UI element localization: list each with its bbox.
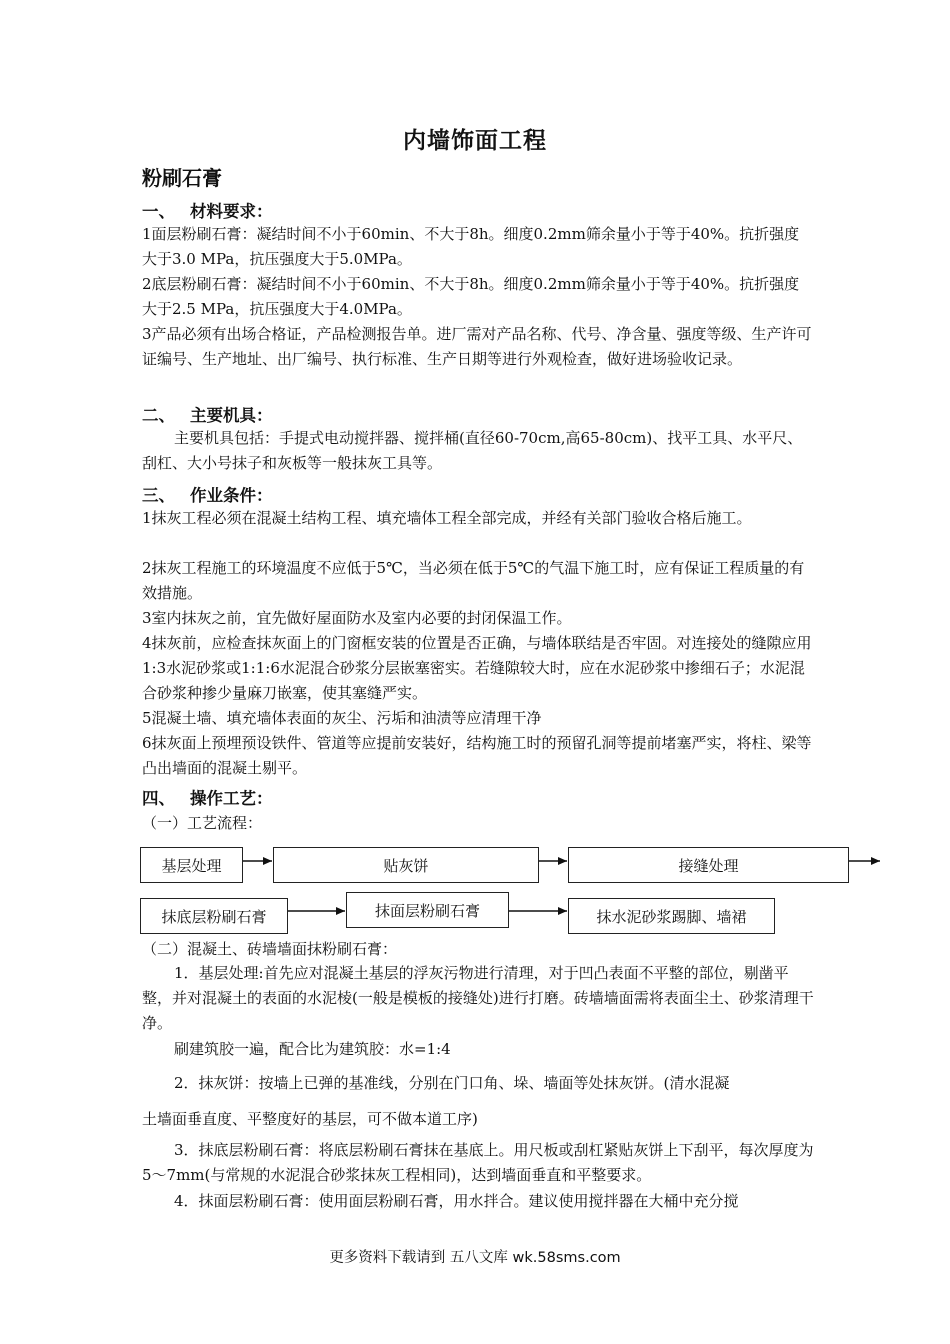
process-step-1: 1．基层处理:首先应对混凝土基层的浮灰污物进行清理，对于凹凸表面不平整的部位，剔凿平整，并对混凝土的表面的水泥棱(一般是模板的接缝处)进行打磨。砖墙墙面需将表面尘土、砂浆清理干净。 <box>142 964 814 1032</box>
process-step-2-line-1: 2．抹灰饼：按墙上已弹的基准线，分别在门口角、垛、墙面等处抹灰饼。(清水混凝 <box>174 1074 730 1092</box>
flow-heading: （一）工艺流程： <box>142 814 263 832</box>
section-4-number: 四、 <box>142 789 175 808</box>
material-item-1: 1面层粉刷石膏：凝结时间不小于60min、不大于8h。细度0.2mm筛余量小于等于40%。抗折强度大于3.0 MPa，抗压强度大于5.0MPa。 <box>142 225 800 268</box>
material-item-2: 2底层粉刷石膏：凝结时间不小于60min、不大于8h。细度0.2mm筛余量小于等于40%。抗折强度大于2.5 MPa，抗压强度大于4.0MPa。 <box>142 275 800 318</box>
condition-item-2: 2抹灰工程施工的环境温度不应低于5℃，当必须在低于5℃的气温下施工时，应有保证工程质量的有效措施。 <box>142 559 805 602</box>
flow-step-base-coat: 抹底层粉刷石膏 <box>140 898 288 934</box>
material-item-3: 3产品必须有出场合格证，产品检测报告单。进厂需对产品名称、代号、净含量、强度等级、生产许可证编号、生产地址、出厂编号、执行标准、生产日期等进行外观检查，做好进场验收记录。 <box>142 325 812 368</box>
section-4-label: 操作工艺： <box>190 789 273 808</box>
condition-item-6: 6抹灰面上预埋预设铁件、管道等应提前安装好，结构施工时的预留孔洞等提前堵塞严实，将柱、梁等凸出墙面的混凝土剔平。 <box>142 734 812 777</box>
section-2-label: 主要机具： <box>190 406 273 425</box>
process-step-3: 3．抹底层粉刷石膏：将底层粉刷石膏抹在基底上。用尺板或刮杠紧贴灰饼上下刮平，每次厚度为5～7mm(与常规的水泥混合砂浆抹灰工程相同)，达到墙面垂直和平整要求。 <box>142 1141 814 1184</box>
process-step-2-line-2: 土墙面垂直度、平整度好的基层，可不做本道工序) <box>142 1110 478 1128</box>
flow-step-joint-treatment: 接缝处理 <box>568 847 849 883</box>
process-step-4: 4．抹面层粉刷石膏：使用面层粉刷石膏，用水拌合。建议使用搅拌器在大桶中充分搅 <box>174 1192 739 1210</box>
flow-step-skirting: 抹水泥砂浆踢脚、墙裙 <box>568 898 775 934</box>
section-3-label: 作业条件： <box>190 486 273 505</box>
process-heading: （二）混凝土、砖墙墙面抹粉刷石膏： <box>142 940 398 958</box>
condition-item-4: 4抹灰前，应检查抹灰面上的门窗框安装的位置是否正确，与墙体联结是否牢固。对连接处的缝隙应用1:3水泥砂浆或1:1:6水泥混合砂浆分层嵌塞密实。若缝隙较大时，应在水泥砂浆中掺细石子；水泥混合砂浆种掺少量麻刀嵌塞，使其塞缝严实。 <box>142 634 812 702</box>
footer-link-text: 更多资料下载请到 五八文库 wk.58sms.com <box>329 1250 621 1266</box>
process-step-1-note: 刷建筑胶一遍，配合比为建筑胶：水=1:4 <box>174 1040 451 1058</box>
condition-item-3: 3室内抹灰之前，宜先做好屋面防水及室内必要的封闭保温工作。 <box>142 609 572 627</box>
section-1-label: 材料要求： <box>190 202 273 221</box>
section-2-number: 二、 <box>142 406 175 425</box>
section-3-number: 三、 <box>142 486 175 505</box>
condition-item-1: 1抹灰工程必须在混凝土结构工程、填充墙体工程全部完成，并经有关部门验收合格后施工。 <box>142 509 752 527</box>
flow-step-plaster-cakes: 贴灰饼 <box>273 847 539 883</box>
tools-paragraph: 主要机具包括：手提式电动搅拌器、搅拌桶(直径60-70cm,高65-80cm)、找平工具、水平尺、刮杠、大小号抹子和灰板等一般抹灰工具等。 <box>142 429 803 472</box>
flow-step-base-treatment: 基层处理 <box>140 847 243 883</box>
document-title: 内墙饰面工程 <box>403 128 547 154</box>
flow-step-finish-coat: 抹面层粉刷石膏 <box>346 892 509 928</box>
section-heading-gypsum: 粉刷石膏 <box>142 166 222 190</box>
section-1-number: 一、 <box>142 202 175 221</box>
condition-item-5: 5混凝土墙、填充墙体表面的灰尘、污垢和油渍等应清理干净 <box>142 709 542 727</box>
